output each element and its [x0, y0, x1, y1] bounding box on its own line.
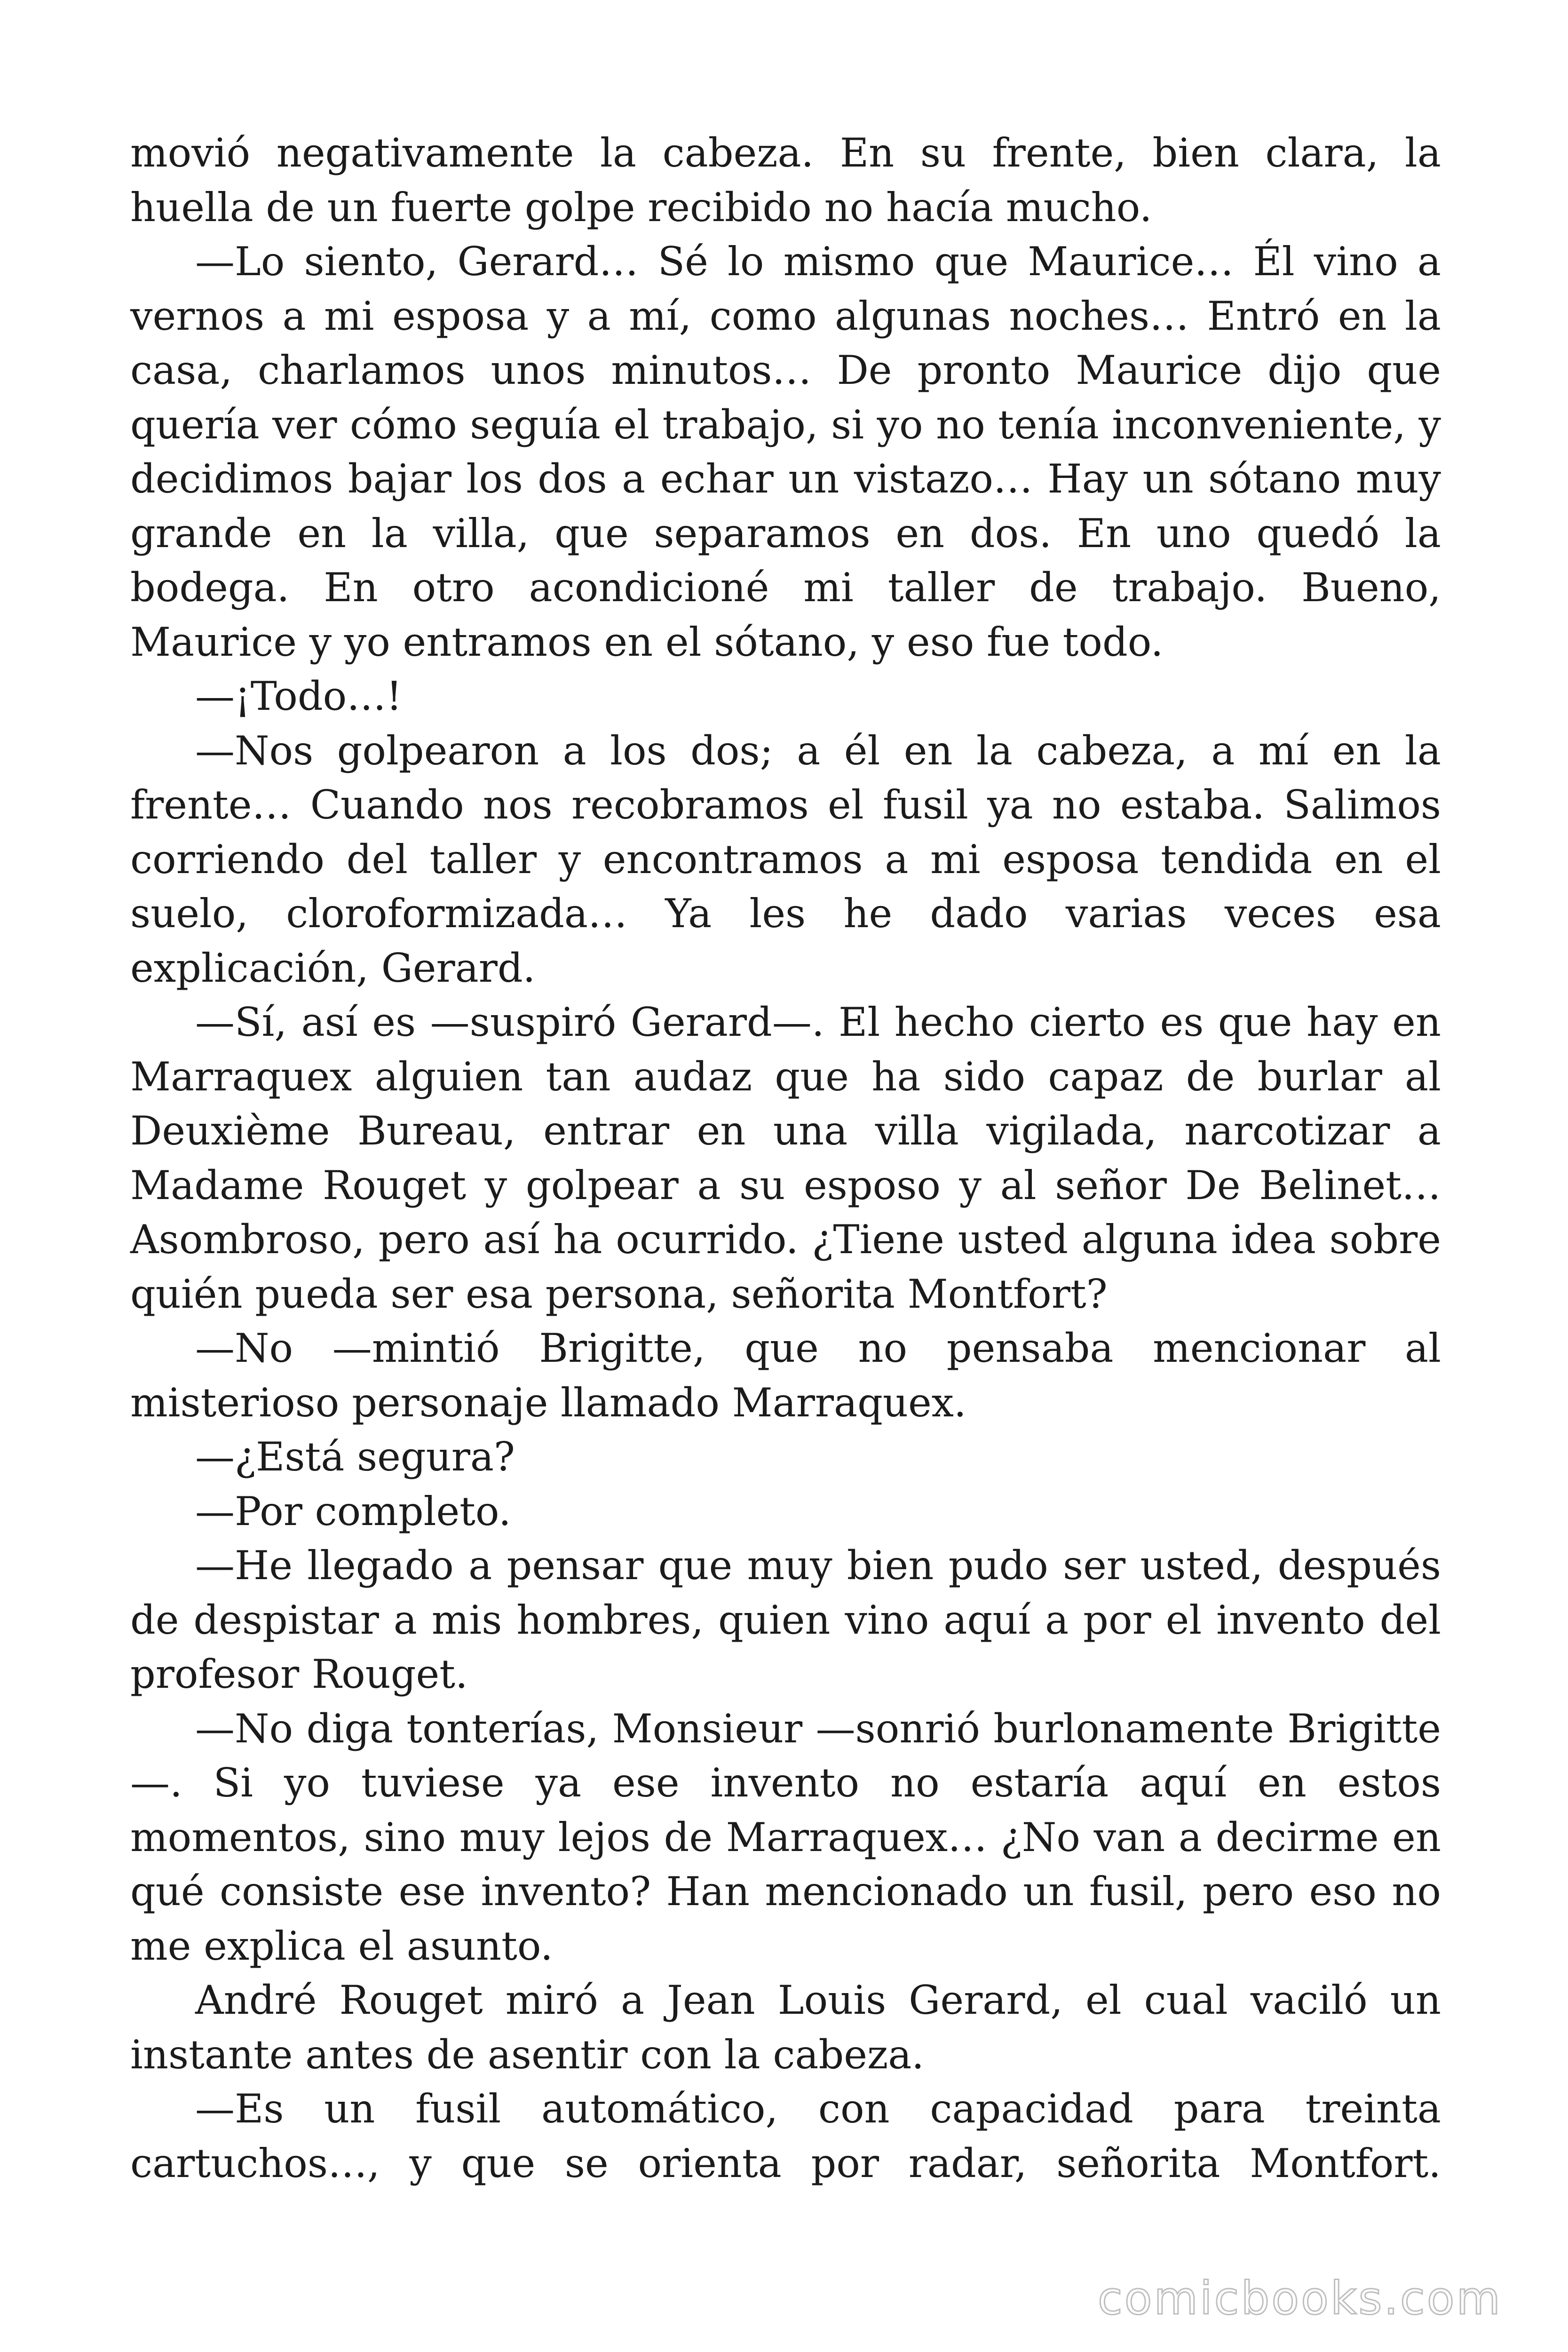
- paragraph: —No —mintió Brigitte, que no pensaba mencionar al misterioso personaje llamado Marraquex.: [130, 1325, 1441, 1426]
- watermark-logo: comicbooks.com: [1097, 2272, 1502, 2325]
- paragraph: —Nos golpearon a los dos; a él en la cabeza, a mí en la frente… Cuando nos recobramos el fusil ya no estaba. Salimos corriendo del taller y encontramos a mi esposa tendida en el suelo, cloroformizada… Ya les he dado varias veces esa explicación, Gerard.: [130, 727, 1441, 991]
- paragraph: —He llegado a pensar que muy bien pudo ser usted, después de despistar a mis hombres, quien vino aquí a por el invento del profesor Rouget.: [130, 1542, 1441, 1697]
- paragraph: —Es un fusil automático, con capacidad para treinta cartuchos…, y que se orienta por radar, señorita Montfort.: [130, 2086, 1441, 2186]
- paragraph-continuation: movió negativamente la cabeza. En su frente, bien clara, la huella de un fuerte golpe recibido no hacía mucho.: [130, 130, 1441, 230]
- paragraph: —Sí, así es —suspiró Gerard—. El hecho cierto es que hay en Marraquex alguien tan audaz que ha sido capaz de burlar al Deuxième Bureau, entrar en una villa vigilada, narcotizar a Madame Rouget y golpear a su esposo y al señor De Belinet… Asombroso, pero así ha ocurrido. ¿Tiene usted alguna idea sobre quién pueda ser esa persona, señorita Montfort?: [130, 999, 1441, 1317]
- paragraph: —¿Está segura?: [195, 1434, 515, 1480]
- paragraph: —Lo siento, Gerard… Sé lo mismo que Maurice… Él vino a vernos a mi esposa y a mí, como algunas noches… Entró en la casa, charlamos unos minutos… De pronto Maurice dijo que quería ver cómo seguía el trabajo, si yo no tenía inconveniente, y decidimos bajar los dos a echar un vistazo… Hay un sótano muy grande en la villa, que separamos en dos. En uno quedó la bodega. En otro acondicioné mi taller de trabajo. Bueno, Maurice y yo entramos en el sótano, y eso fue todo.: [130, 238, 1441, 665]
- paragraph: —¡Todo…!: [195, 673, 402, 719]
- body-text: [130, 126, 1441, 2191]
- paragraph: —No diga tonterías, Monsieur —sonrió burlonamente Brigitte—. Si yo tuviese ya ese invento no estaría aquí en estos momentos, sino muy lejos de Marraquex… ¿No van a decirme en qué consiste ese invento? Han mencionado un fusil, pero eso no me explica el asunto.: [130, 1705, 1441, 1969]
- paragraph: André Rouget miró a Jean Louis Gerard, el cual vaciló un instante antes de asentir con la cabeza.: [130, 1977, 1441, 2078]
- paragraph: —Por completo.: [195, 1488, 511, 1534]
